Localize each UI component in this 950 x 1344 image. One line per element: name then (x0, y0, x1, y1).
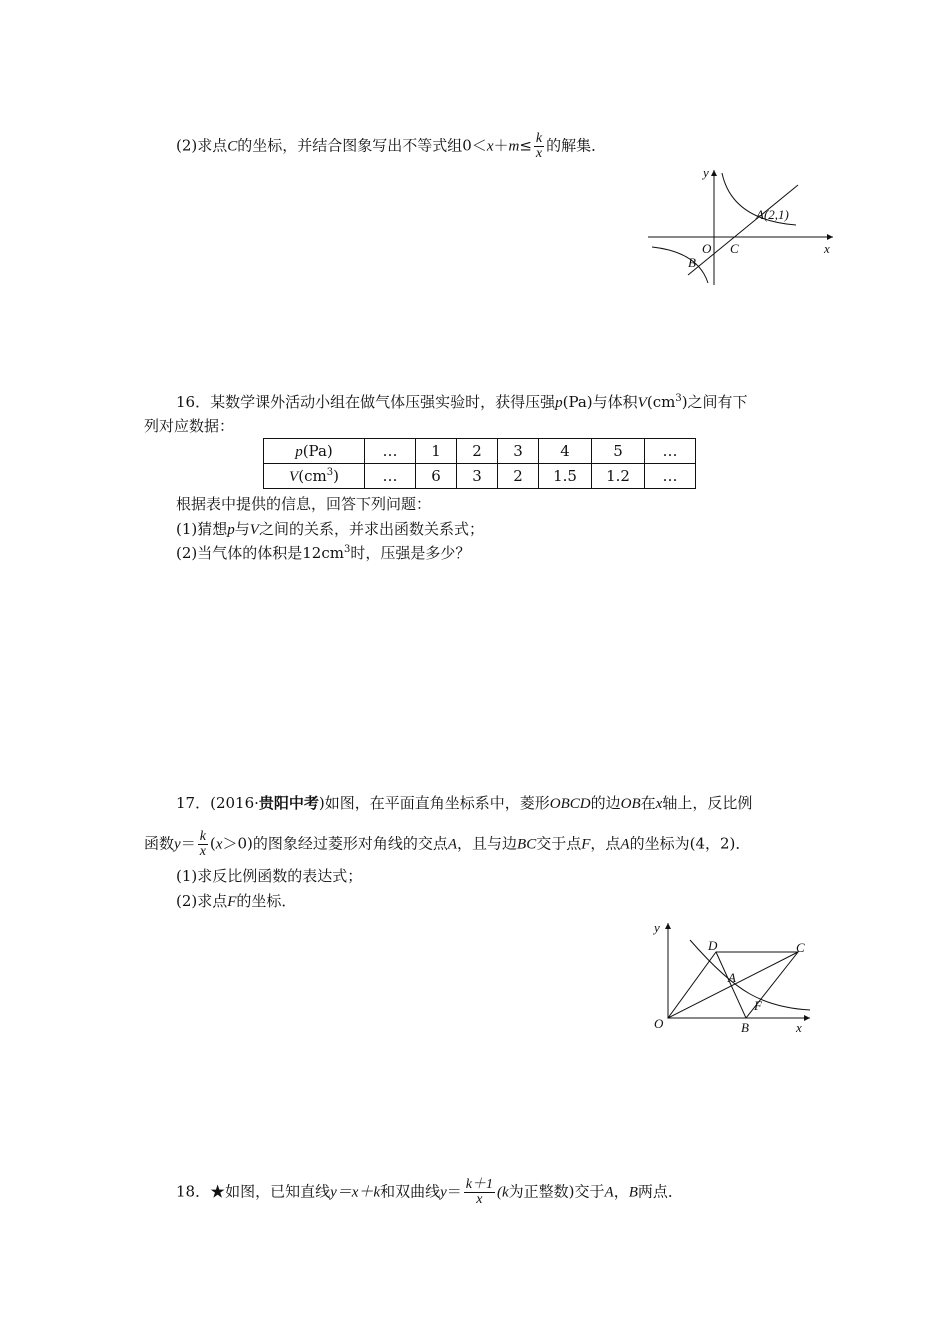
table-cell: … (365, 439, 416, 464)
table-cell: 4 (539, 439, 592, 464)
q16-line3: 根据表中提供的信息，回答下列问题： (176, 495, 432, 513)
q17-line4: (2)求点F的坐标． (176, 892, 297, 910)
q18-line1: 18．★如图，已知直线y＝x＋k和双曲线y＝ $\frac{k+1}{x}$ (k为正整数)交于A，B两点． (176, 1177, 683, 1207)
table-cell: 1.5 (539, 464, 592, 489)
fraction-k-over-x: $\frac{k}{x}$ (199, 829, 206, 859)
fig17-y: y (654, 920, 660, 935)
table-row (264, 464, 696, 489)
q15-part2: (2)求点C的坐标，并结合图象写出不等式组0＜x＋m≤ $\frac{k}{x}$ 的解集． (176, 131, 607, 161)
table-cell: 3 (498, 439, 539, 464)
q16-line2: 列对应数据： (144, 417, 235, 435)
fig17-O: O (654, 1016, 664, 1031)
fig15-C: C (730, 241, 739, 256)
fraction-k-plus-1-over-x: $\frac{k+1}{x}$ (465, 1177, 493, 1207)
fraction-k-over-x: $\frac{k}{x}$ (535, 131, 543, 161)
table-cell: … (645, 439, 696, 464)
fig17-C: C (796, 940, 805, 955)
q17-line3: (1)求反比例函数的表达式； (176, 867, 363, 885)
table-cell: 1.2 (592, 464, 645, 489)
table-cell: 5 (592, 439, 645, 464)
fig17-F: F (754, 998, 762, 1013)
table-cell: … (365, 464, 416, 489)
fig15-B: B (688, 255, 696, 270)
table-cell: 2 (457, 439, 498, 464)
q17-line1: 17．(2016·贵阳中考)如图，在平面直角坐标系中，菱形OBCD的边OB在x轴上，反比例 (176, 794, 753, 812)
table-cell: 1 (416, 439, 457, 464)
fig15-A: A(2,1) (756, 207, 789, 222)
q17-figure (650, 918, 820, 1038)
q16-line1: 16．某数学课外活动小组在做气体压强实验时，获得压强p(Pa)与体积$V(cm^3)$之间有下 (176, 393, 748, 411)
q15-figure (648, 165, 838, 290)
fig17-x: x (796, 1020, 802, 1035)
q16-line4: (1)猜想p与V之间的关系，并求出函数关系式； (176, 520, 484, 538)
fig17-B: B (741, 1020, 749, 1035)
q17-line2: 函数y＝ $\frac{k}{x}$ (x＞0)的图象经过菱形对角线的交点A，且与边BC交于点F，点A的坐标为(4，2)． (144, 829, 751, 859)
fig15-O: O (702, 241, 712, 256)
table-cell: 6 (416, 464, 457, 489)
table-row (264, 439, 696, 464)
row2-header: $V(cm^3)$ (264, 464, 365, 489)
table-cell: 3 (457, 464, 498, 489)
fig15-y: y (703, 165, 709, 180)
fig17-D: D (708, 938, 718, 953)
row1-header: p(Pa) (264, 439, 365, 464)
pressure-volume-table (263, 438, 696, 489)
table-cell: 2 (498, 464, 539, 489)
q16-line5: (2)当气体的体积是$12cm^3$时，压强是多少？ (176, 544, 471, 562)
table-cell: … (645, 464, 696, 489)
fig15-x: x (824, 241, 830, 256)
fig17-A: A (728, 970, 736, 985)
